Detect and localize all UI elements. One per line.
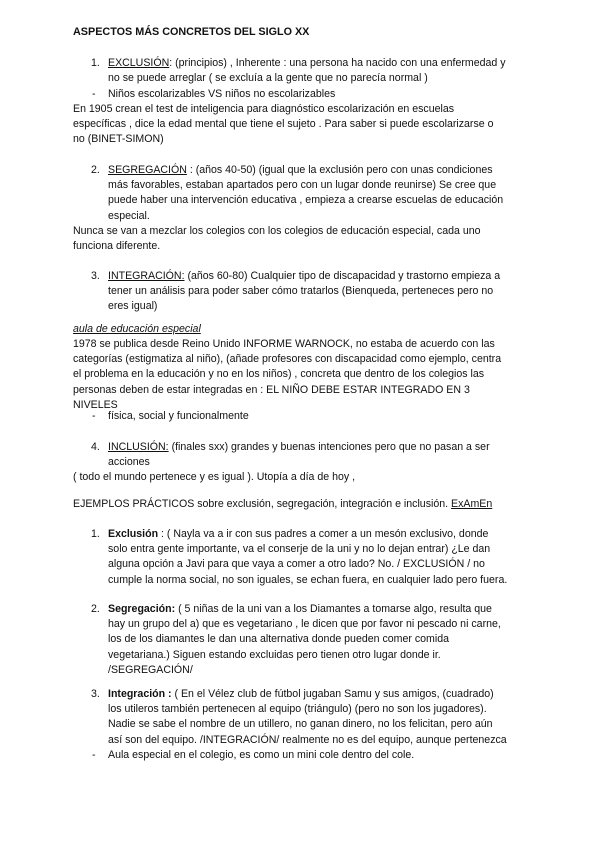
example-number-2: 2. [91, 603, 100, 615]
document-title: ASPECTOS MÁS CONCRETOS DEL SIGLO XX [73, 26, 310, 38]
example-text-1: : ( Nayla va a ir con sus padres a comer a un mesón exclusivo, donde [158, 528, 489, 540]
bullet-dash: - [92, 749, 96, 761]
example-integracion [108, 687, 553, 748]
example-segregacion-term: Segregación: [108, 603, 176, 615]
ejemplos-heading [73, 497, 492, 512]
inclusion-item [108, 440, 548, 470]
inclusion-paragraph: ( todo el mundo pertenece y es igual ). Utopía a día de hoy , [73, 471, 356, 483]
paragraph-line: En 1905 crean el test de inteligencia para diagnóstico escolarización en escuelas [73, 103, 455, 115]
aula-heading: aula de educación especial [73, 323, 201, 335]
paragraph-line: el problema en la educación y no en los niños) , concreta que dentro de los colegios las [73, 368, 485, 381]
example-text-3: alguna opción a Javi para que vaya a comer a otro lado? No. / EXCLUSIÓN / no [108, 558, 485, 571]
segregacion-item [108, 163, 548, 224]
example-exclusion [108, 527, 548, 588]
example-text-4: así son del equipo. /INTEGRACIÓN/ realmente no es del equipo, aunque pertenezca [108, 733, 507, 746]
list-number-4: 4. [91, 441, 100, 453]
list-number-1: 1. [91, 57, 100, 69]
example-text-5: /SEGREGACIÓN/ [108, 663, 193, 676]
bullet-dash: - [92, 88, 96, 100]
paragraph-line: específicas , dice la edad mental que tiene el sujeto . Para saber si puede escolarizarse o [73, 118, 494, 131]
paragraph-line: funciona diferente. [73, 240, 161, 253]
paragraph-line: no (BINET-SIMON) [73, 133, 164, 146]
exclusion-item [108, 56, 548, 86]
example-text-2: solo entra gente importante, va el conserje de la uni y no lo dejan entrar) ¿Le dan [108, 543, 491, 556]
exclusion-term: EXCLUSIÓN [108, 57, 170, 69]
segregacion-paragraph [73, 224, 543, 254]
example-text-2: hay un grupo del a) que es vegetariano , le dicen que por favor ni pescado ni carne, [108, 618, 501, 631]
example-text-1: ( En el Vélez club de fútbol jugaban Samu y sus amigos, (cuadrado) [171, 688, 494, 700]
exam-label: ExAmEn [451, 498, 493, 510]
binet-paragraph [73, 102, 543, 148]
example-text-4: vegetariana.) Siguen estando excluidas pero tienen otro lugar donde ir. [108, 648, 441, 661]
example-text-1: ( 5 niñas de la uni van a los Diamantes a tomarse algo, resulta que [175, 603, 492, 615]
example-text-2: los utileros también pertenecen al equipo (triángulo) (pero no son los jugadores). [108, 703, 487, 716]
inclusion-term: INCLUSIÓN: [108, 441, 169, 453]
list-number-2: 2. [91, 164, 100, 176]
exclusion-bullet: Niños escolarizables VS niños no escolarizables [108, 88, 336, 100]
integracion-text-3: eres igual) [108, 300, 158, 313]
paragraph-line: personas deben de estar integradas en : EL NIÑO DEBE ESTAR INTEGRADO EN 3 [73, 383, 470, 396]
segregacion-text-2: más favorables, estaban apartados pero con un lugar donde reunirse) Se cree que [108, 179, 497, 192]
paragraph-line: categorías (estigmatiza al niño), (añade profesores con discapacidad como ejemplo, centra [73, 353, 502, 366]
example-integracion-term: Integración : [108, 688, 172, 700]
example-text-3: Nadie se sabe el nombre de un utillero, no ganan dinero, no los felicitan, pero aún [108, 718, 493, 731]
exclusion-text-2: no se puede arreglar ( se excluía a la gente que no parecía normal ) [108, 72, 428, 85]
paragraph-line: NIVELES [73, 398, 118, 411]
ejemplos-lead: EJEMPLOS PRÁCTICOS sobre exclusión, segregación, integración e inclusión. [73, 498, 452, 510]
example-number-3: 3. [91, 688, 100, 700]
example-segregacion [108, 602, 548, 678]
example-integracion-bullet: Aula especial en el colegio, es como un mini cole dentro del cole. [108, 749, 415, 761]
integracion-item [108, 269, 548, 315]
warnock-paragraph [73, 337, 553, 413]
exclusion-text-1: : (principios) , Inherente : una persona ha nacido con una enfermedad y [169, 57, 506, 69]
inclusion-text-1: (finales sxx) grandes y buenas intenciones pero que no pasan a ser [168, 441, 490, 453]
example-number-1: 1. [91, 528, 100, 540]
paragraph-line: Nunca se van a mezclar los colegios con los colegios de educación especial, cada uno [73, 225, 481, 237]
example-text-4: cumple la norma social, no son iguales, se echan fuera, en cualquier lado pero fuera. [108, 573, 508, 586]
aula-bullet: física, social y funcionalmente [108, 410, 249, 422]
segregacion-text-4: especial. [108, 209, 150, 222]
bullet-dash: - [92, 410, 96, 422]
list-number-3: 3. [91, 270, 100, 282]
integracion-text-1: (años 60-80) Cualquier tipo de discapacidad y trastorno empieza a [184, 270, 501, 282]
segregacion-text-1: : (años 40-50) (igual que la exclusión pero con unas condiciones [186, 164, 493, 176]
paragraph-line: 1978 se publica desde Reino Unido INFORME WARNOCK, no estaba de acuerdo con las [73, 338, 495, 350]
integracion-text-2: tener un análisis para poder saber cómo tratarlos (Bienqueda, perteneces pero no [108, 285, 494, 298]
segregacion-term: SEGREGACIÓN [108, 164, 187, 176]
example-text-3: los de los diamantes le dan una alternativa donde pueden comer comida [108, 633, 449, 646]
integracion-term: INTEGRACIÓN: [108, 270, 185, 282]
inclusion-text-2: acciones [108, 456, 150, 469]
example-exclusion-term: Exclusión [108, 528, 159, 540]
segregacion-text-3: puede haber una intervención educativa , empieza a crearse escuelas de educación [108, 194, 504, 207]
